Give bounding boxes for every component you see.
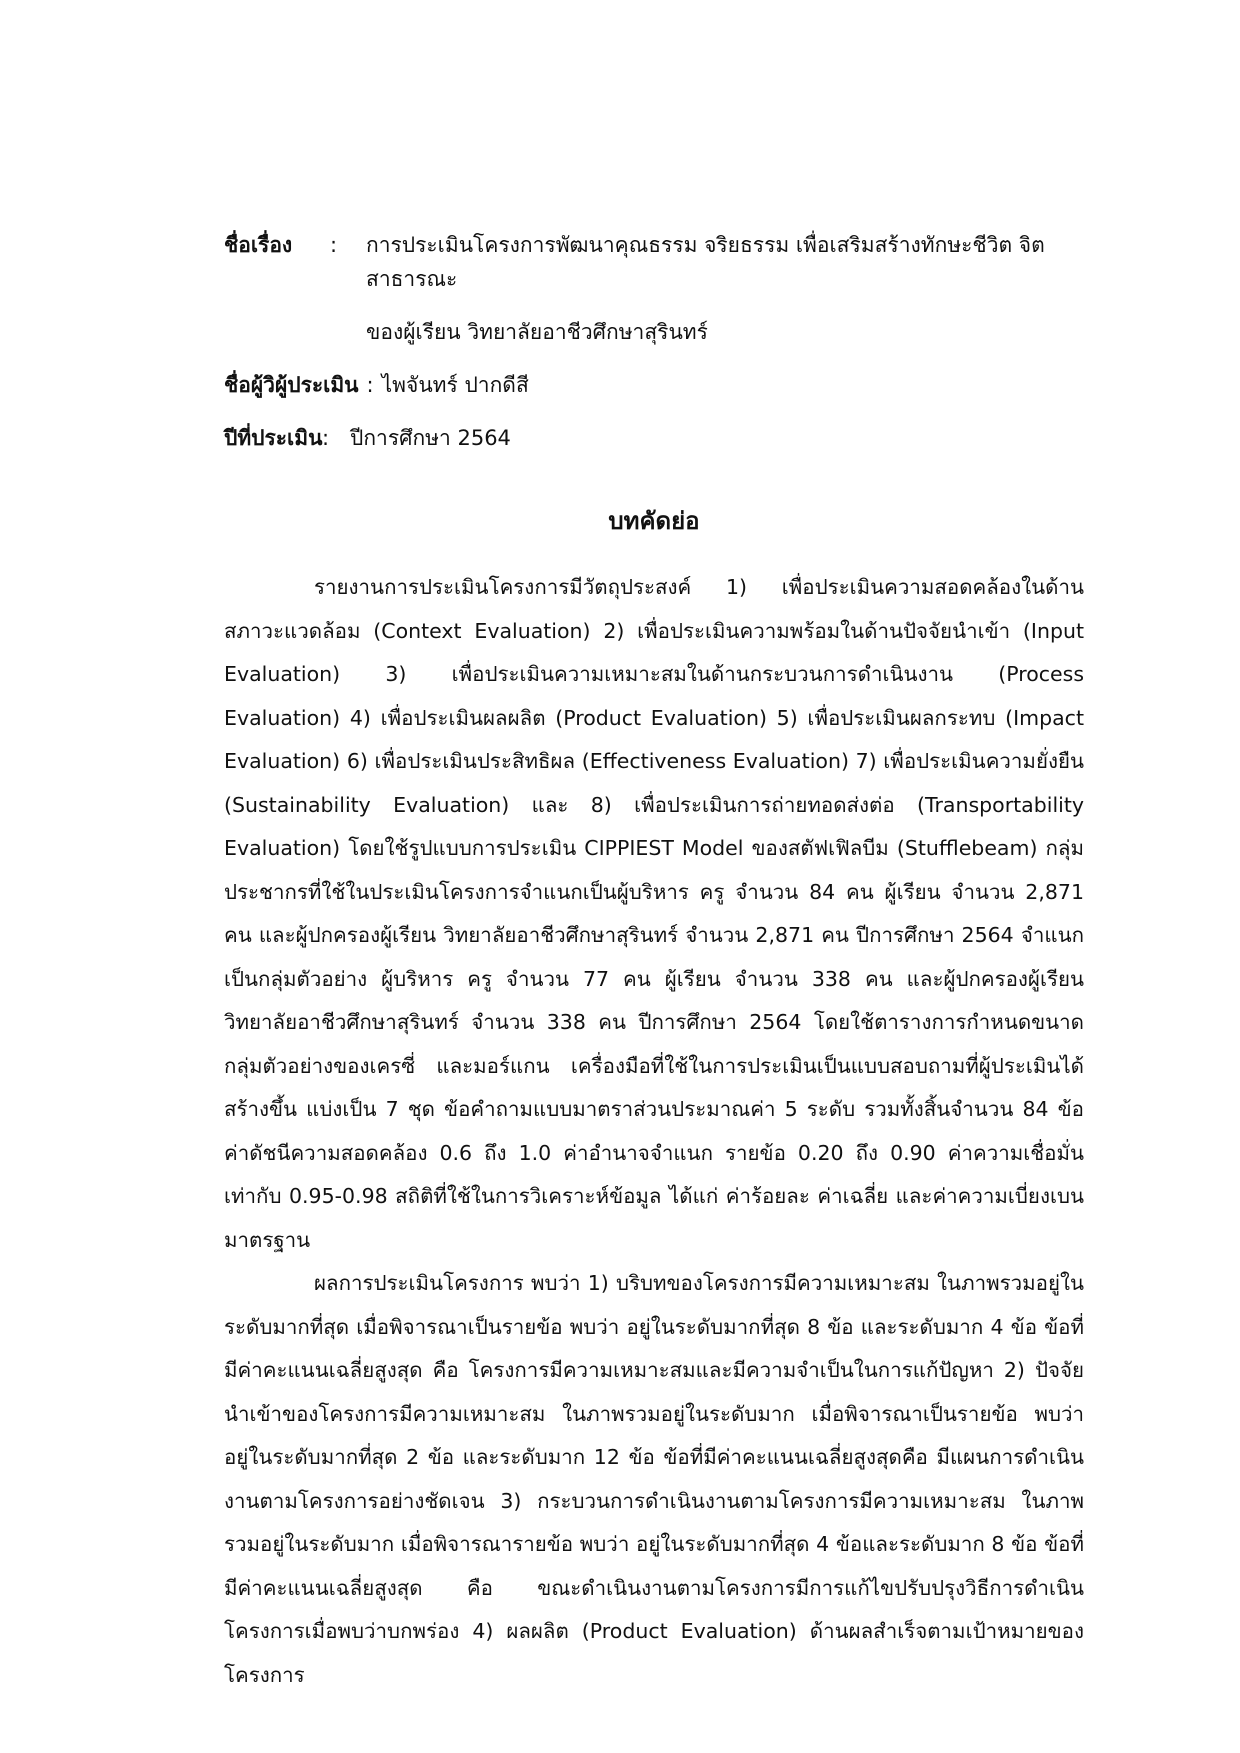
evaluator-colon: :: [366, 373, 374, 397]
title-line-1: การประเมินโครงการพัฒนาคุณธรรม จริยธรรม เพื่อเสริมสร้างทักษะชีวิต จิตสาธารณะ: [366, 233, 1045, 291]
abstract-heading: บทคัดย่อ: [608, 507, 700, 535]
year-label: ปีที่ประเมิน: [224, 426, 323, 450]
year-row: [224, 421, 1084, 455]
evaluator-label: ชื่อผู้วิผู้ประเมิน: [224, 373, 359, 397]
abstract-paragraph-2: ผลการประเมินโครงการ พบว่า 1) บริบทของโครงการมีความเหมาะสม ในภาพรวมอยู่ในระดับมากที่สุด เมื่อพิจารณาเป็นรายข้อ พบว่า อยู่ในระดับมากที่สุด 8 ข้อ และระดับมาก 4 ข้อ ข้อที่มีค่าคะแนนเฉลี่ยสูงสุด คือ โครงการมีความเหมาะสมและมีความจำเป็นในการแก้ปัญหา 2) ปัจจัยนำเข้าของโครงการมีความเหมาะสม ในภาพรวมอยู่ในระดับมาก เมื่อพิจารณาเป็นรายข้อ พบว่า อยู่ในระดับมากที่สุด 2 ข้อ และระดับมาก 12 ข้อ ข้อที่มีค่าคะแนนเฉลี่ยสูงสุดคือ มีแผนการดำเนินงานตามโครงการอย่างชัดเจน 3) กระบวนการดำเนินงานตามโครงการมีความเหมาะสม ในภาพรวมอยู่ในระดับมาก เมื่อพิจารณารายข้อ พบว่า อยู่ในระดับมากที่สุด 4 ข้อและระดับมาก 8 ข้อ ข้อที่มีค่าคะแนนเฉลี่ยสูงสุด คือ ขณะดำเนินงานตามโครงการมีการแก้ไขปรับปรุงวิธีการดำเนินโครงการเมื่อพบว่าบกพร่อง 4) ผลผลิต (Product Evaluation) ด้านผลสำเร็จตามเป้าหมายของโครงการ: [224, 1271, 1084, 1687]
evaluator-value: ไพจันทร์ ปากดีสี: [381, 373, 529, 397]
title-label: ชื่อเรื่อง: [224, 233, 293, 257]
title-colon: :: [330, 233, 338, 257]
abstract-paragraph-1: รายงานการประเมินโครงการมีวัตถุประสงค์ 1) เพื่อประเมินความสอดคล้องในด้านสภาวะแวดล้อม (Context Evaluation) 2) เพื่อประเมินความพร้อมในด้านปัจจัยนำเข้า (Input Evaluation) 3) เพื่อประเมินความเหมาะสมในด้านกระบวนการดำเนินงาน (Process Evaluation) 4) เพื่อประเมินผลผลิต (Product Evaluation) 5) เพื่อประเมินผลกระทบ (Impact Evaluation) 6) เพื่อประเมินประสิทธิผล (Effectiveness Evaluation) 7) เพื่อประเมินความยั่งยืน (Sustainability Evaluation) และ 8) เพื่อประเมินการถ่ายทอดส่งต่อ (Transportability Evaluation) โดยใช้รูปแบบการประเมิน CIPPIEST Model ของสตัฟเฟิลบีม (Stufflebeam) กลุ่มประชากรที่ใช้ในประเมินโครงการจำแนกเป็นผู้บริหาร ครู จำนวน 84 คน ผู้เรียน จำนวน 2,871 คน และผู้ปกครองผู้เรียน วิทยาลัยอาชีวศึกษาสุรินทร์ จำนวน 2,871 คน ปีการศึกษา 2564 จำแนกเป็นกลุ่มตัวอย่าง ผู้บริหาร ครู จำนวน 77 คน ผู้เรียน จำนวน 338 คน และผู้ปกครองผู้เรียน วิทยาลัยอาชีวศึกษาสุรินทร์ จำนวน 338 คน ปีการศึกษา 2564 โดยใช้ตารางการกำหนดขนาดกลุ่มตัวอย่างของเครซี่ และมอร์แกน เครื่องมือที่ใช้ในการประเมินเป็นแบบสอบถามที่ผู้ประเมินได้สร้างขึ้น แบ่งเป็น 7 ชุด ข้อคำถามแบบมาตราส่วนประมาณค่า 5 ระดับ รวมทั้งสิ้นจำนวน 84 ข้อ ค่าดัชนีความสอดคล้อง 0.6 ถึง 1.0 ค่าอำนาจจำแนก รายข้อ 0.20 ถึง 0.90 ค่าความเชื่อมั่น เท่ากับ 0.95-0.98 สถิติที่ใช้ในการวิเคราะห์ข้อมูล ได้แก่ ค่าร้อยละ ค่าเฉลี่ย และค่าความเบี่ยงเบนมาตรฐาน: [224, 575, 1084, 1252]
year-colon: :: [322, 426, 330, 450]
year-value: ปีการศึกษา 2564: [350, 426, 511, 450]
document-page: [224, 228, 1084, 1697]
title-row: [224, 228, 1084, 349]
evaluator-row: [224, 368, 1084, 402]
title-value: [366, 228, 1084, 349]
title-line-2: ของผู้เรียน วิทยาลัยอาชีวศึกษาสุรินทร์: [366, 320, 708, 344]
abstract-body: [224, 566, 1084, 1697]
